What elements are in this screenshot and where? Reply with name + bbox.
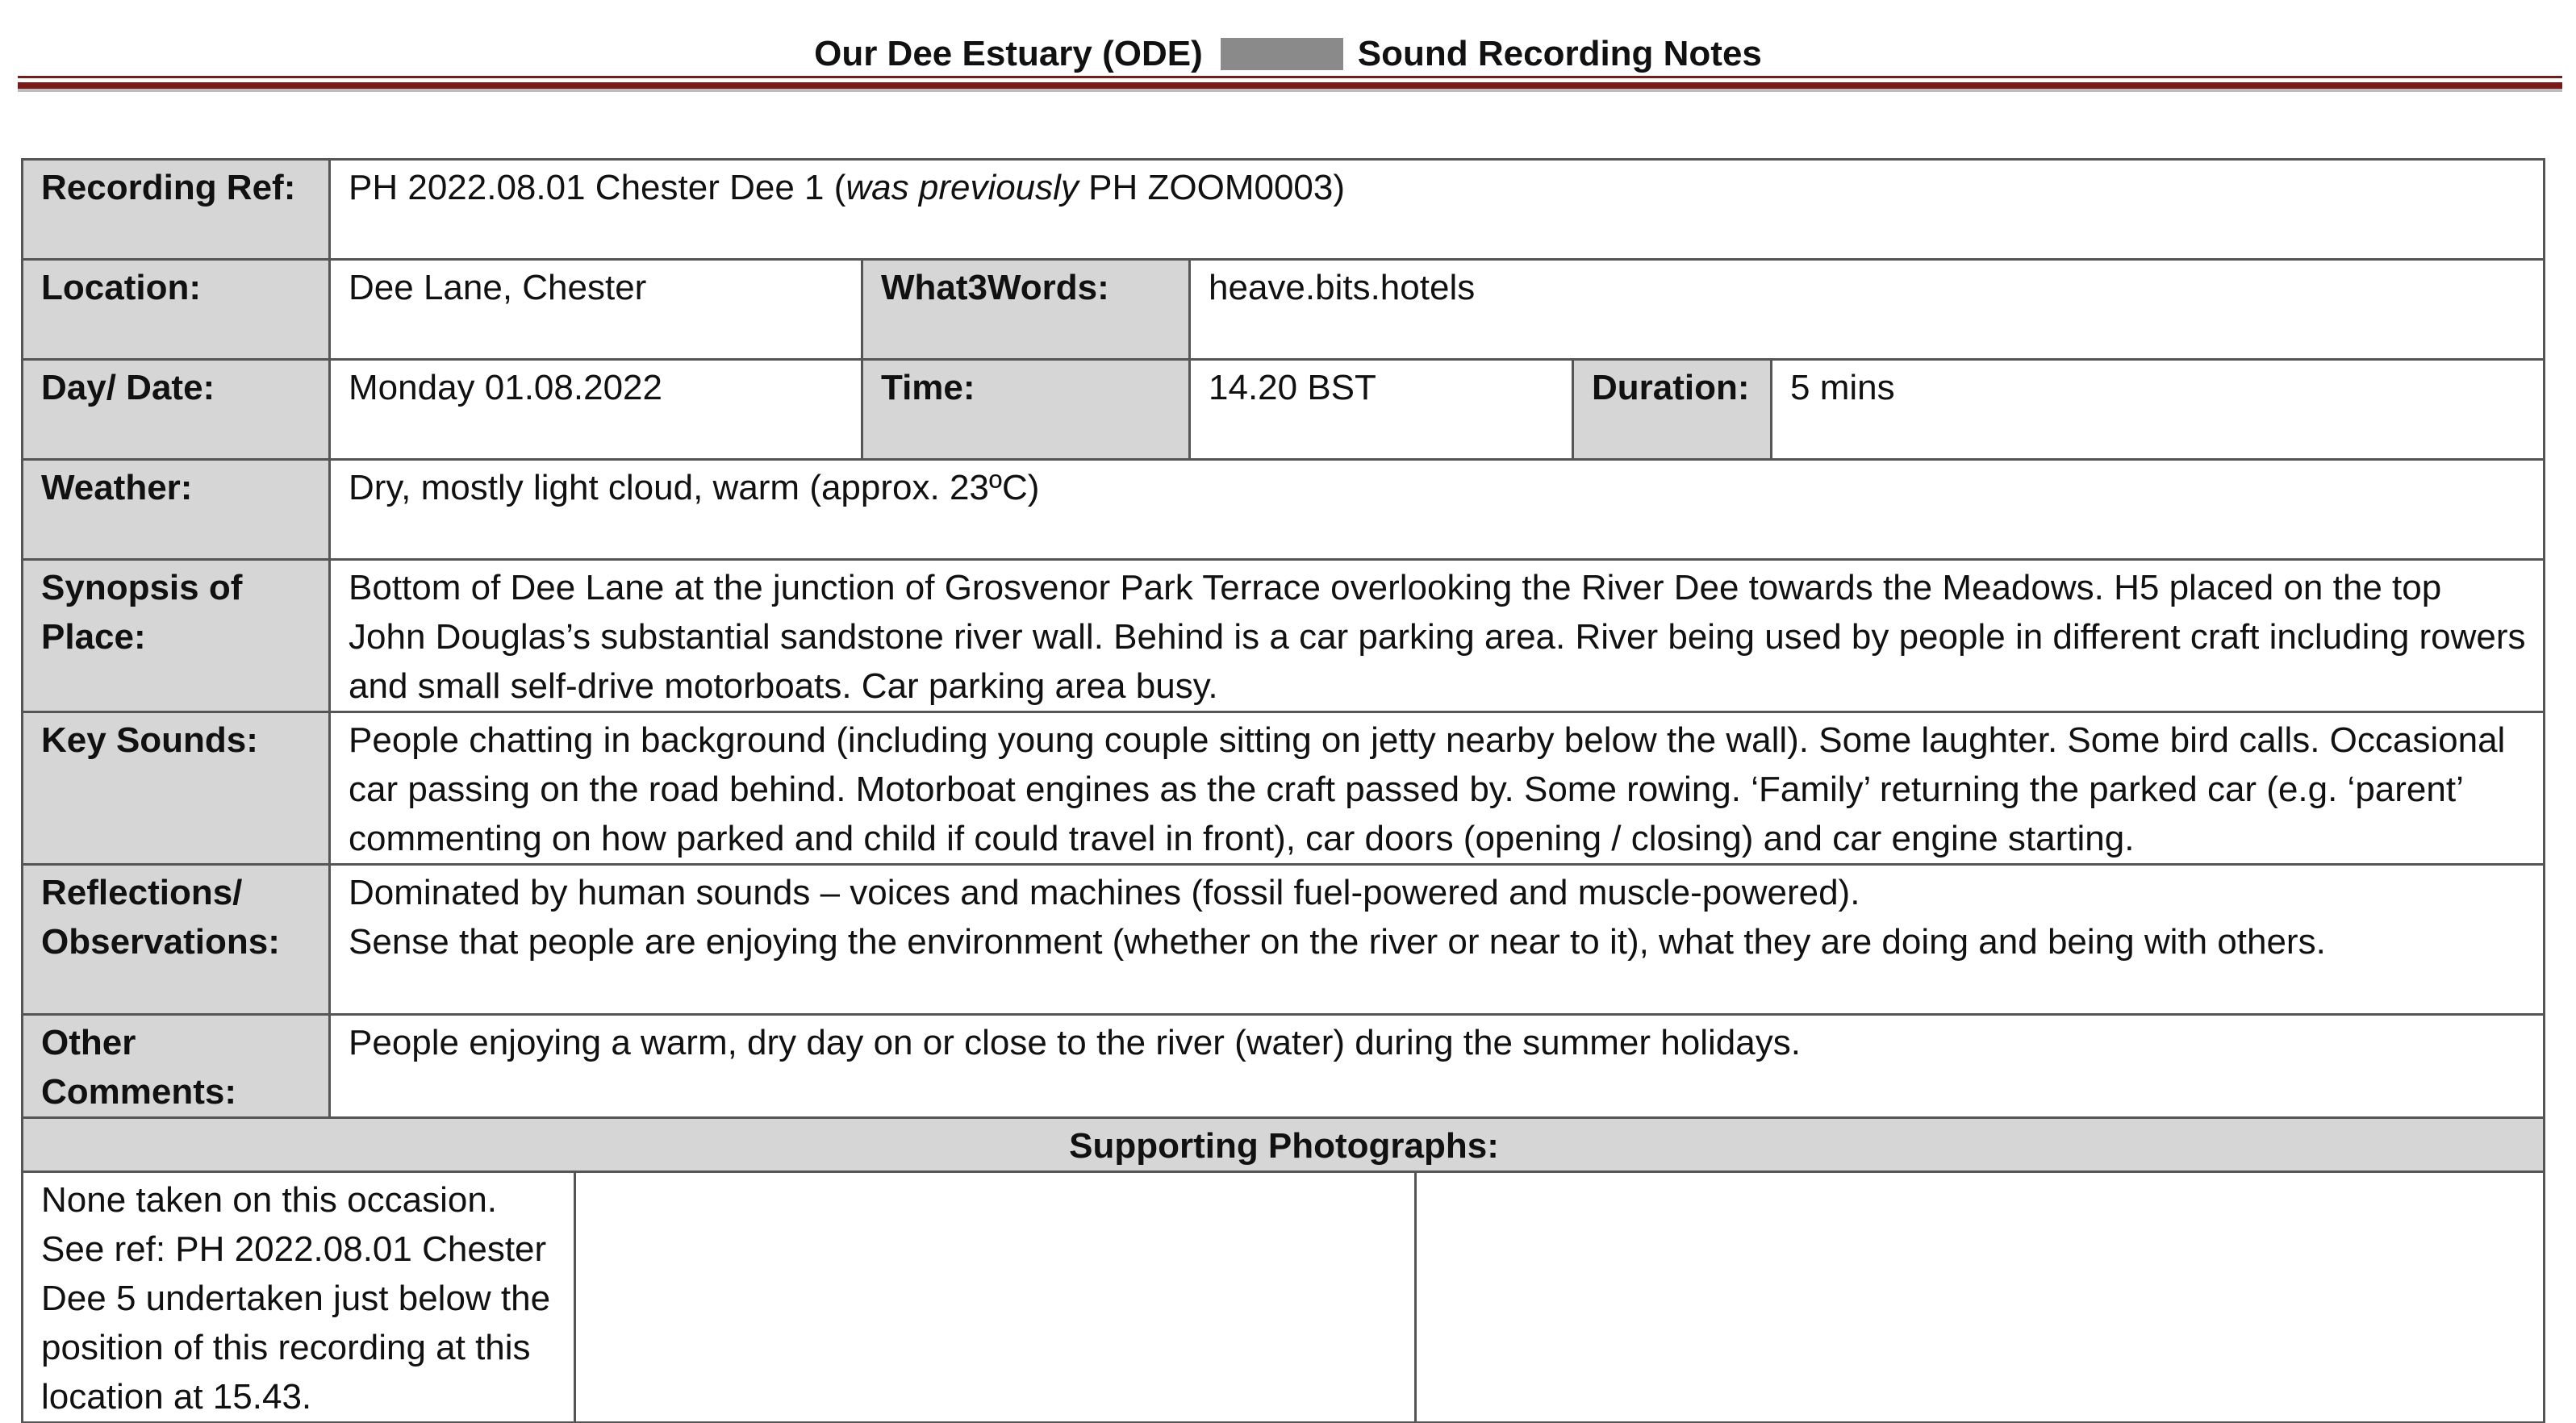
recording-ref-value [330,160,2545,260]
row-weather [23,460,2545,560]
other-comments-label: Other Comments: [23,1015,330,1118]
row-synopsis [23,560,2545,712]
date-label: Day/ Date: [23,360,330,460]
row-recording-ref [23,160,2545,260]
supporting-photographs-heading: Supporting Photographs: [23,1118,2545,1172]
header-rule-shadow [18,89,2562,92]
row-reflections [23,865,2545,1015]
row-photos [23,1172,2545,1423]
photo-cell-3 [1416,1172,2545,1423]
photo-note-line-1: None taken on this occasion. [41,1180,498,1220]
logo-placeholder [1221,38,1343,70]
header-title-left: Our Dee Estuary (ODE) [814,34,1203,74]
time-value: 14.20 BST [1190,360,1573,460]
date-value: Monday 01.08.2022 [330,360,862,460]
row-location [23,260,2545,360]
recording-ref-suffix: PH ZOOM0003) [1078,168,1346,207]
weather-value: Dry, mostly light cloud, warm (approx. 23ºC) [330,460,2545,560]
recording-notes-table [21,158,2545,1423]
header-rule-thick [18,82,2562,89]
recording-ref-label: Recording Ref: [23,160,330,260]
row-date-time [23,360,2545,460]
key-sounds-value: People chatting in background (including young couple sitting on jetty nearby below the wall). Some laughter. Some bird calls. Occasional car passing on the road behind. Motorboat engines as the craft passed by. Some rowing. ‘Family’ returning the parked car (e.g. ‘parent’ commenting on how parked and child if could travel in front), car doors (opening / closing) and car engine starting. [330,712,2545,865]
row-key-sounds [23,712,2545,865]
what3words-label: What3Words: [862,260,1190,360]
header-title-right: Sound Recording Notes [1357,34,1762,74]
photo-cell-2 [575,1172,1416,1423]
synopsis-label: Synopsis of Place: [23,560,330,712]
reflections-value [330,865,2545,1015]
reflections-label: Reflections/ Observations: [23,865,330,1015]
row-photos-heading [23,1118,2545,1172]
photo-note-line-2: See ref: PH 2022.08.01 Chester Dee 5 undertaken just below the position of this recording at this location at 15.43. [41,1229,551,1417]
duration-label: Duration: [1573,360,1772,460]
location-label: Location: [23,260,330,360]
document-header [0,24,2576,81]
header-rule-thin [18,76,2562,78]
key-sounds-label: Key Sounds: [23,712,330,865]
row-other-comments [23,1015,2545,1118]
recording-ref-prefix: PH 2022.08.01 Chester Dee 1 ( [349,168,846,207]
duration-value: 5 mins [1772,360,2545,460]
photo-cell-1 [23,1172,575,1423]
synopsis-value: Bottom of Dee Lane at the junction of Grosvenor Park Terrace overlooking the River Dee towards the Meadows. H5 placed on the top John Douglas’s substantial sandstone river wall. Behind is a car parking area. River being used by people in different craft including rowers and small self-drive motorboats. Car parking area busy. [330,560,2545,712]
what3words-value: heave.bits.hotels [1190,260,2545,360]
location-value: Dee Lane, Chester [330,260,862,360]
reflections-line-2: Sense that people are enjoying the environment (whether on the river or near to it), what they are doing and being with others. [349,922,2326,962]
reflections-line-1: Dominated by human sounds – voices and machines (fossil fuel-powered and muscle-powered). [349,873,1860,912]
recording-ref-italic: was previously [845,168,1079,207]
other-comments-value: People enjoying a warm, dry day on or close to the river (water) during the summer holidays. [330,1015,2545,1118]
time-label: Time: [862,360,1190,460]
weather-label: Weather: [23,460,330,560]
